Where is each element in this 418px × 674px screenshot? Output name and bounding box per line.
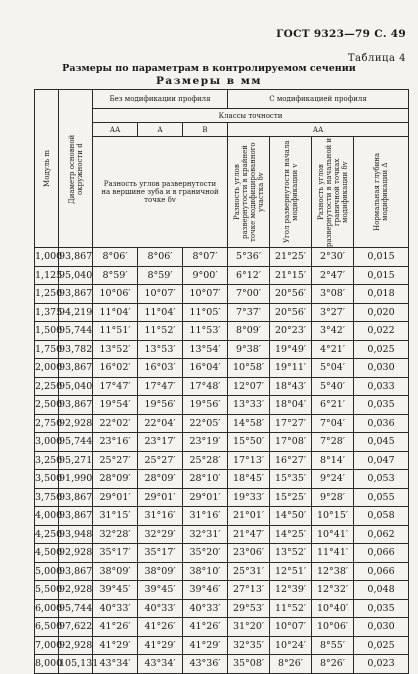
table-body bbox=[35, 248, 409, 674]
cell-dvb: 10°40′ bbox=[312, 599, 354, 618]
cell-a: 11°52′ bbox=[138, 322, 183, 341]
cell-depth: 0,025 bbox=[354, 636, 409, 655]
cell-aa: 11°04′ bbox=[93, 303, 138, 322]
cell-m: 5,000 bbox=[35, 562, 59, 581]
cell-d: 93,867 bbox=[59, 507, 93, 526]
cell-m: 1,375 bbox=[35, 303, 59, 322]
cell-m: 6,000 bbox=[35, 599, 59, 618]
cell-depth: 0,020 bbox=[354, 303, 409, 322]
cell-aa: 32°28′ bbox=[93, 525, 138, 544]
cell-dvm: 8°09′ bbox=[228, 322, 270, 341]
cell-dvm: 31°20′ bbox=[228, 618, 270, 637]
class-aa-header: АА bbox=[93, 123, 138, 137]
table-label: Таблица 4 bbox=[347, 53, 406, 64]
cell-b: 29°01′ bbox=[183, 488, 228, 507]
cell-a: 28°09′ bbox=[138, 470, 183, 489]
class-b-header: В bbox=[183, 123, 228, 137]
column-header-diameter: Диаметр основной окружности d bbox=[59, 90, 93, 248]
cell-depth: 0,036 bbox=[354, 414, 409, 433]
cell-d: 95,271 bbox=[59, 451, 93, 470]
table-row bbox=[35, 285, 409, 304]
table-row bbox=[35, 618, 409, 637]
cell-b: 13°54′ bbox=[183, 340, 228, 359]
cell-depth: 0,033 bbox=[354, 377, 409, 396]
cell-vm: 10°07′ bbox=[270, 618, 312, 637]
cell-dvm: 15°50′ bbox=[228, 433, 270, 452]
cell-aa: 35°17′ bbox=[93, 544, 138, 563]
cell-dvb: 9°28′ bbox=[312, 488, 354, 507]
cell-vm: 14°25′ bbox=[270, 525, 312, 544]
cell-a: 35°17′ bbox=[138, 544, 183, 563]
table-row bbox=[35, 359, 409, 378]
cell-a: 32°29′ bbox=[138, 525, 183, 544]
table-title: Размеры по параметрам в контролируемом сечении bbox=[62, 63, 356, 74]
cell-depth: 0,035 bbox=[354, 599, 409, 618]
cell-b: 28°10′ bbox=[183, 470, 228, 489]
cell-b: 25°28′ bbox=[183, 451, 228, 470]
cell-b: 41°26′ bbox=[183, 618, 228, 637]
cell-dvb: 10°06′ bbox=[312, 618, 354, 637]
cell-d: 92,928 bbox=[59, 581, 93, 600]
cell-d: 94,219 bbox=[59, 303, 93, 322]
cell-m: 1,125 bbox=[35, 266, 59, 285]
cell-dvm: 7°37′ bbox=[228, 303, 270, 322]
cell-dvb: 3°27′ bbox=[312, 303, 354, 322]
table-row bbox=[35, 581, 409, 600]
cell-d: 95,744 bbox=[59, 433, 93, 452]
cell-vm: 20°56′ bbox=[270, 303, 312, 322]
cell-d: 93,948 bbox=[59, 525, 93, 544]
table-row bbox=[35, 470, 409, 489]
cell-b: 31°16′ bbox=[183, 507, 228, 526]
cell-d: 93,867 bbox=[59, 562, 93, 581]
cell-vm: 19°11′ bbox=[270, 359, 312, 378]
depth-mod-header: Нормальная глубина модификации Δ bbox=[354, 137, 409, 248]
cell-depth: 0,066 bbox=[354, 562, 409, 581]
cell-b: 41°29′ bbox=[183, 636, 228, 655]
cell-dvm: 18°45′ bbox=[228, 470, 270, 489]
cell-b: 43°36′ bbox=[183, 655, 228, 674]
cell-dvb: 2°30′ bbox=[312, 248, 354, 267]
table-row bbox=[35, 433, 409, 452]
cell-d: 95,040 bbox=[59, 266, 93, 285]
cell-b: 39°46′ bbox=[183, 581, 228, 600]
cell-depth: 0,015 bbox=[354, 266, 409, 285]
table-row bbox=[35, 377, 409, 396]
cell-dvb: 7°28′ bbox=[312, 433, 354, 452]
cell-aa: 43°34′ bbox=[93, 655, 138, 674]
cell-m: 4,500 bbox=[35, 544, 59, 563]
table-header bbox=[35, 90, 409, 248]
cell-dvm: 9°38′ bbox=[228, 340, 270, 359]
cell-dvm: 13°33′ bbox=[228, 396, 270, 415]
cell-a: 41°26′ bbox=[138, 618, 183, 637]
cell-aa: 8°59′ bbox=[93, 266, 138, 285]
cell-aa: 22°02′ bbox=[93, 414, 138, 433]
cell-dvm: 32°35′ bbox=[228, 636, 270, 655]
cell-depth: 0,062 bbox=[354, 525, 409, 544]
cell-m: 3,250 bbox=[35, 451, 59, 470]
cell-dvb: 3°08′ bbox=[312, 285, 354, 304]
angle-mod-start-header: Угол развернутости начала модификации v bbox=[270, 137, 312, 248]
cell-a: 39°45′ bbox=[138, 581, 183, 600]
cell-vm: 15°35′ bbox=[270, 470, 312, 489]
table-row bbox=[35, 488, 409, 507]
cell-m: 7,000 bbox=[35, 636, 59, 655]
table-row bbox=[35, 451, 409, 470]
cell-vm: 21°25′ bbox=[270, 248, 312, 267]
cell-vm: 12°39′ bbox=[270, 581, 312, 600]
cell-m: 5,500 bbox=[35, 581, 59, 600]
cell-depth: 0,025 bbox=[354, 340, 409, 359]
cell-vm: 19°49′ bbox=[270, 340, 312, 359]
cell-depth: 0,058 bbox=[354, 507, 409, 526]
cell-m: 2,500 bbox=[35, 396, 59, 415]
cell-depth: 0,066 bbox=[354, 544, 409, 563]
cell-b: 19°56′ bbox=[183, 396, 228, 415]
cell-m: 3,750 bbox=[35, 488, 59, 507]
table-row bbox=[35, 636, 409, 655]
cell-a: 29°01′ bbox=[138, 488, 183, 507]
cell-dvm: 12°07′ bbox=[228, 377, 270, 396]
cell-m: 2,250 bbox=[35, 377, 59, 396]
cell-a: 8°06′ bbox=[138, 248, 183, 267]
cell-vm: 21°15′ bbox=[270, 266, 312, 285]
parameters-table bbox=[34, 89, 409, 674]
cell-vm: 10°24′ bbox=[270, 636, 312, 655]
cell-d: 93,867 bbox=[59, 285, 93, 304]
table-row bbox=[35, 562, 409, 581]
cell-d: 92,928 bbox=[59, 544, 93, 563]
table-row bbox=[35, 525, 409, 544]
group-header-with-mod: С модификацией профиля bbox=[228, 90, 409, 109]
cell-dvb: 12°32′ bbox=[312, 581, 354, 600]
cell-m: 8,000 bbox=[35, 655, 59, 674]
accuracy-classes-header: Классы точности bbox=[93, 109, 409, 123]
cell-dvb: 10°41′ bbox=[312, 525, 354, 544]
cell-depth: 0,045 bbox=[354, 433, 409, 452]
cell-aa: 8°06′ bbox=[93, 248, 138, 267]
cell-b: 35°20′ bbox=[183, 544, 228, 563]
cell-dvb: 4°21′ bbox=[312, 340, 354, 359]
table-row bbox=[35, 655, 409, 674]
cell-aa: 29°01′ bbox=[93, 488, 138, 507]
cell-d: 91,990 bbox=[59, 470, 93, 489]
cell-depth: 0,035 bbox=[354, 396, 409, 415]
cell-dvb: 2°47′ bbox=[312, 266, 354, 285]
cell-aa: 10°06′ bbox=[93, 285, 138, 304]
cell-depth: 0,047 bbox=[354, 451, 409, 470]
cell-d: 92,928 bbox=[59, 636, 93, 655]
cell-dvb: 8°55′ bbox=[312, 636, 354, 655]
cell-b: 40°33′ bbox=[183, 599, 228, 618]
table-row bbox=[35, 507, 409, 526]
cell-a: 38°09′ bbox=[138, 562, 183, 581]
cell-vm: 18°43′ bbox=[270, 377, 312, 396]
cell-depth: 0,030 bbox=[354, 618, 409, 637]
cell-vm: 18°04′ bbox=[270, 396, 312, 415]
cell-dvm: 21°47′ bbox=[228, 525, 270, 544]
cell-m: 3,500 bbox=[35, 470, 59, 489]
cell-aa: 19°54′ bbox=[93, 396, 138, 415]
cell-vm: 16°27′ bbox=[270, 451, 312, 470]
cell-a: 13°53′ bbox=[138, 340, 183, 359]
cell-vm: 12°51′ bbox=[270, 562, 312, 581]
cell-d: 93,867 bbox=[59, 359, 93, 378]
cell-vm: 11°52′ bbox=[270, 599, 312, 618]
group-header-without-mod: Без модификации профиля bbox=[93, 90, 228, 109]
cell-dvm: 27°13′ bbox=[228, 581, 270, 600]
cell-depth: 0,055 bbox=[354, 488, 409, 507]
class-aa-mod-header: АА bbox=[228, 123, 409, 137]
cell-dvm: 29°53′ bbox=[228, 599, 270, 618]
cell-aa: 28°09′ bbox=[93, 470, 138, 489]
cell-d: 95,744 bbox=[59, 599, 93, 618]
table-row bbox=[35, 544, 409, 563]
cell-a: 10°07′ bbox=[138, 285, 183, 304]
cell-d: 95,040 bbox=[59, 377, 93, 396]
cell-vm: 8°26′ bbox=[270, 655, 312, 674]
cell-b: 23°19′ bbox=[183, 433, 228, 452]
cell-depth: 0,023 bbox=[354, 655, 409, 674]
cell-dvb: 7°04′ bbox=[312, 414, 354, 433]
cell-d: 105,131 bbox=[59, 655, 93, 674]
cell-vm: 17°27′ bbox=[270, 414, 312, 433]
cell-b: 11°05′ bbox=[183, 303, 228, 322]
cell-d: 93,867 bbox=[59, 488, 93, 507]
cell-dvm: 5°36′ bbox=[228, 248, 270, 267]
cell-vm: 20°23′ bbox=[270, 322, 312, 341]
cell-a: 23°17′ bbox=[138, 433, 183, 452]
table-row bbox=[35, 266, 409, 285]
table-subtitle: Размеры в мм bbox=[156, 75, 262, 87]
cell-b: 8°07′ bbox=[183, 248, 228, 267]
cell-vm: 20°56′ bbox=[270, 285, 312, 304]
cell-aa: 31°15′ bbox=[93, 507, 138, 526]
cell-m: 1,500 bbox=[35, 322, 59, 341]
cell-b: 10°07′ bbox=[183, 285, 228, 304]
table-row bbox=[35, 599, 409, 618]
table-row bbox=[35, 414, 409, 433]
cell-aa: 39°45′ bbox=[93, 581, 138, 600]
table-row bbox=[35, 303, 409, 322]
cell-d: 97,622 bbox=[59, 618, 93, 637]
cell-aa: 41°26′ bbox=[93, 618, 138, 637]
cell-dvm: 6°12′ bbox=[228, 266, 270, 285]
cell-a: 8°59′ bbox=[138, 266, 183, 285]
cell-m: 3,000 bbox=[35, 433, 59, 452]
cell-dvm: 10°58′ bbox=[228, 359, 270, 378]
table-row bbox=[35, 396, 409, 415]
cell-depth: 0,015 bbox=[354, 248, 409, 267]
cell-b: 22°05′ bbox=[183, 414, 228, 433]
cell-dvm: 14°58′ bbox=[228, 414, 270, 433]
cell-m: 2,750 bbox=[35, 414, 59, 433]
cell-aa: 17°47′ bbox=[93, 377, 138, 396]
cell-dvb: 10°15′ bbox=[312, 507, 354, 526]
cell-dvm: 17°13′ bbox=[228, 451, 270, 470]
cell-b: 9°00′ bbox=[183, 266, 228, 285]
cell-aa: 41°29′ bbox=[93, 636, 138, 655]
cell-b: 32°31′ bbox=[183, 525, 228, 544]
cell-aa: 16°02′ bbox=[93, 359, 138, 378]
cell-d: 92,928 bbox=[59, 414, 93, 433]
cell-dvm: 19°33′ bbox=[228, 488, 270, 507]
cell-a: 25°27′ bbox=[138, 451, 183, 470]
cell-b: 17°48′ bbox=[183, 377, 228, 396]
cell-dvb: 8°26′ bbox=[312, 655, 354, 674]
cell-b: 16°04′ bbox=[183, 359, 228, 378]
cell-m: 1,250 bbox=[35, 285, 59, 304]
table-row bbox=[35, 322, 409, 341]
table-row bbox=[35, 340, 409, 359]
cell-aa: 38°09′ bbox=[93, 562, 138, 581]
cell-a: 11°04′ bbox=[138, 303, 183, 322]
cell-depth: 0,030 bbox=[354, 359, 409, 378]
cell-vm: 14°50′ bbox=[270, 507, 312, 526]
cell-dvb: 5°40′ bbox=[312, 377, 354, 396]
cell-dvm: 35°08′ bbox=[228, 655, 270, 674]
cell-a: 22°04′ bbox=[138, 414, 183, 433]
cell-a: 19°56′ bbox=[138, 396, 183, 415]
cell-dvm: 25°31′ bbox=[228, 562, 270, 581]
cell-a: 31°16′ bbox=[138, 507, 183, 526]
angle-diff-header: Разность углов развернутости на вершине зуба и в граничной точке δv bbox=[93, 137, 228, 248]
cell-dvm: 23°06′ bbox=[228, 544, 270, 563]
cell-aa: 25°27′ bbox=[93, 451, 138, 470]
angle-diff-mod-header: Разность углов развернутости в крайней точке модифицированного участка δv bbox=[228, 137, 270, 248]
cell-dvb: 3°42′ bbox=[312, 322, 354, 341]
cell-m: 4,000 bbox=[35, 507, 59, 526]
cell-vm: 15°25′ bbox=[270, 488, 312, 507]
cell-aa: 40°33′ bbox=[93, 599, 138, 618]
cell-b: 11°53′ bbox=[183, 322, 228, 341]
cell-dvm: 21°01′ bbox=[228, 507, 270, 526]
cell-depth: 0,048 bbox=[354, 581, 409, 600]
cell-dvm: 7°00′ bbox=[228, 285, 270, 304]
cell-dvb: 12°38′ bbox=[312, 562, 354, 581]
cell-d: 93,867 bbox=[59, 396, 93, 415]
table-row bbox=[35, 248, 409, 267]
cell-b: 38°10′ bbox=[183, 562, 228, 581]
class-a-header: А bbox=[138, 123, 183, 137]
angle-diff-boundary-header: Разность углов развернутости в начальной и граничной точках модификации δv bbox=[312, 137, 354, 248]
cell-a: 43°34′ bbox=[138, 655, 183, 674]
cell-dvb: 5°04′ bbox=[312, 359, 354, 378]
column-header-module: Модуль m bbox=[35, 90, 59, 248]
cell-dvb: 9°24′ bbox=[312, 470, 354, 489]
page-header: ГОСТ 9323—79 С. 49 bbox=[276, 28, 406, 40]
cell-d: 93,782 bbox=[59, 340, 93, 359]
cell-depth: 0,018 bbox=[354, 285, 409, 304]
cell-dvb: 8°14′ bbox=[312, 451, 354, 470]
cell-dvb: 11°41′ bbox=[312, 544, 354, 563]
cell-a: 40°33′ bbox=[138, 599, 183, 618]
cell-aa: 23°16′ bbox=[93, 433, 138, 452]
cell-m: 1,000 bbox=[35, 248, 59, 267]
cell-depth: 0,022 bbox=[354, 322, 409, 341]
cell-d: 93,867 bbox=[59, 248, 93, 267]
cell-a: 41°29′ bbox=[138, 636, 183, 655]
cell-a: 16°03′ bbox=[138, 359, 183, 378]
cell-depth: 0,053 bbox=[354, 470, 409, 489]
cell-a: 17°47′ bbox=[138, 377, 183, 396]
cell-vm: 13°52′ bbox=[270, 544, 312, 563]
cell-aa: 11°51′ bbox=[93, 322, 138, 341]
cell-d: 95,744 bbox=[59, 322, 93, 341]
cell-dvb: 6°21′ bbox=[312, 396, 354, 415]
cell-vm: 17°08′ bbox=[270, 433, 312, 452]
cell-aa: 13°52′ bbox=[93, 340, 138, 359]
cell-m: 1,750 bbox=[35, 340, 59, 359]
cell-m: 2,000 bbox=[35, 359, 59, 378]
cell-m: 6,500 bbox=[35, 618, 59, 637]
cell-m: 4,250 bbox=[35, 525, 59, 544]
